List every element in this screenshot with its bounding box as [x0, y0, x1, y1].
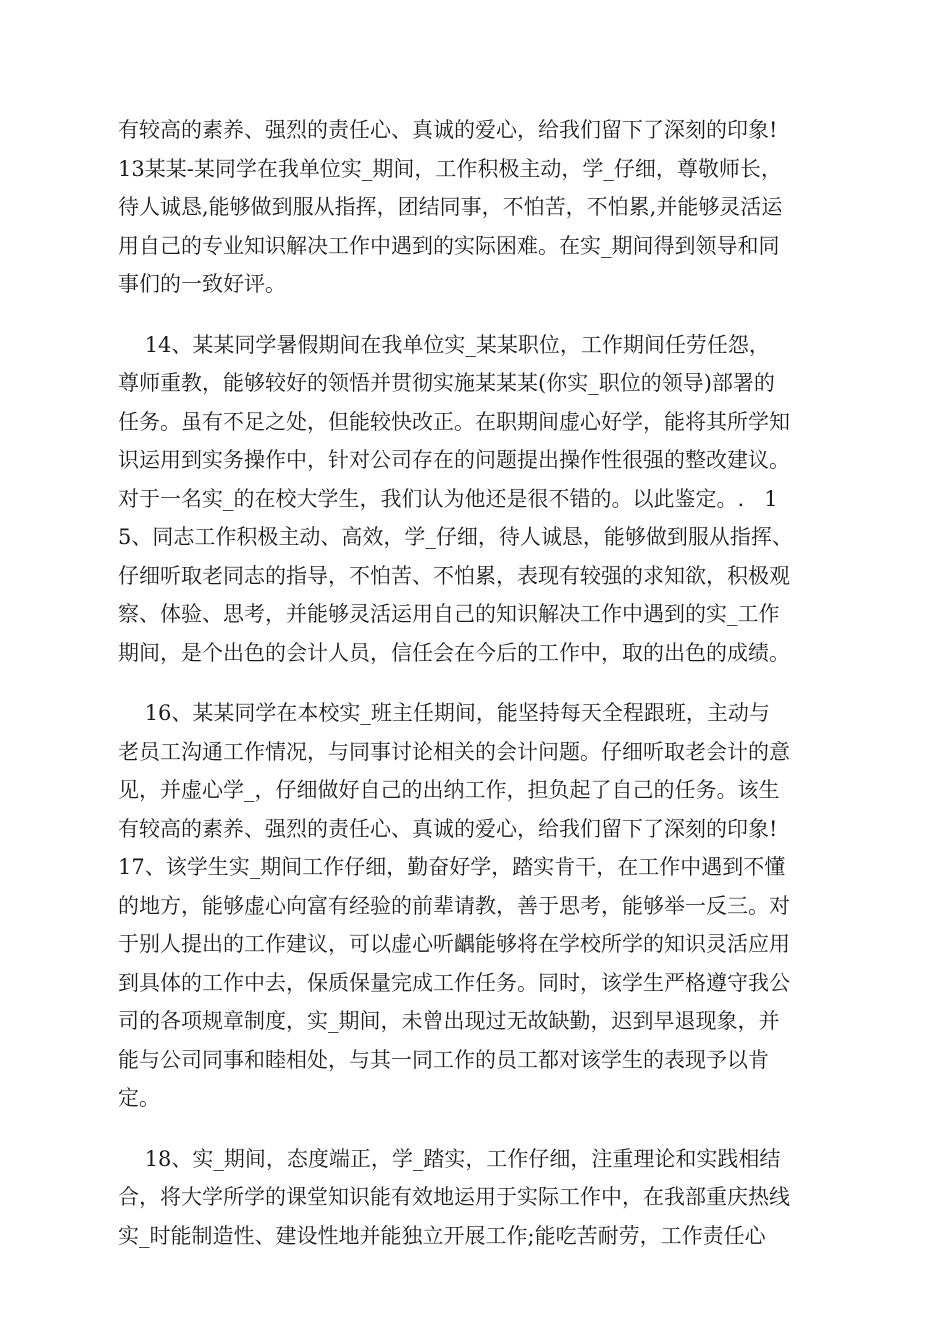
text-line: 定。	[118, 1086, 160, 1110]
paragraph-14-15	[118, 326, 838, 673]
text-line: 18、实_期间，态度端正，学_踏实，工作仔细，注重理论和实践相结	[118, 1146, 781, 1171]
text-line: 的地方，能够虚心向富有经验的前辈请教，善于思考，能够举一反三。对	[118, 893, 790, 918]
paragraph-16-17	[118, 694, 838, 1118]
text-line: 待人诚恳,能够做到服从指挥，团结同事，不怕苦，不怕累,并能够灵活运	[118, 195, 783, 219]
text-line: 能与公司同事和睦相处，与其一同工作的员工都对该学生的表现予以肯	[118, 1047, 769, 1072]
text-line: 实_时能制造性、建设性地并能独立开展工作;能吃苦耐劳，工作责任心	[118, 1223, 766, 1248]
text-line: 事们的一致好评。	[118, 272, 286, 296]
text-line: 期间，是个出色的会计人员，信任会在今后的工作中，取的出色的成绩。	[118, 640, 790, 665]
text-line: 对于一名实_的在校大学生，我们认为他还是很不错的。以此鉴定。. 1	[118, 486, 778, 511]
text-line: 见，并虚心学_，仔细做好自己的出纳工作，担负起了自己的任务。该生	[118, 778, 780, 802]
text-line: 任务。虽有不足之处，但能较快改正。在职期间虚心好学，能将其所学知	[118, 409, 790, 434]
text-line: 有较高的素养、强烈的责任心、真诚的爱心，给我们留下了深刻的印象!	[118, 816, 778, 841]
document-body	[118, 111, 838, 1255]
text-line: 老员工沟通工作情况，与同事讨论相关的会计问题。仔细听取老会计的意	[118, 739, 790, 764]
text-line: 识运用到实务操作中，针对公司存在的问题提出操作性很强的整改建议。	[118, 448, 790, 472]
text-line: 5、同志工作积极主动、高效，学_仔细，待人诚恳，能够做到服从指挥、	[118, 525, 793, 549]
text-line: 17、该学生实_期间工作仔细，勤奋好学，踏实肯干，在工作中遇到不懂	[118, 855, 786, 879]
text-line: 有较高的素养、强烈的责任心、真诚的爱心，给我们留下了深刻的印象!	[118, 118, 778, 142]
text-line: 14、某某同学暑假期间在我单位实_某某职位，工作期间任劳任怨，	[118, 332, 770, 357]
text-line: 13某某-某同学在我单位实_期间，工作积极主动，学_仔细，尊敬师长，	[118, 156, 782, 181]
paragraph-13	[118, 111, 838, 304]
paragraph-18	[118, 1140, 838, 1256]
text-line: 用自己的专业知识解决工作中遇到的实际困难。在实_期间得到领导和同	[118, 233, 780, 258]
text-line: 于别人提出的工作建议，可以虚心听齵能够将在学校所学的知识灵活应用	[118, 932, 790, 956]
text-line: 察、体验、思考，并能够灵活运用自己的知识解决工作中遇到的实_工作	[118, 602, 780, 626]
paragraph-spacer	[118, 672, 838, 694]
text-line: 司的各项规章制度，实_期间，未曾出现过无故缺勤，迟到早退现象，并	[118, 1009, 780, 1033]
text-line: 合，将大学所学的课堂知识能有效地运用于实际工作中，在我部重庆热线	[118, 1185, 790, 1209]
paragraph-spacer	[118, 1118, 838, 1140]
text-line: 尊师重教，能够较好的领悟并贯彻实施某某某(你实_职位的领导)部署的	[118, 371, 775, 395]
text-line: 仔细听取老同志的指导，不怕苦、不怕累，表现有较强的求知欲，积极观	[118, 563, 790, 588]
paragraph-spacer	[118, 304, 838, 326]
text-line: 到具体的工作中去，保质保量完成工作任务。同时，该学生严格遵守我公	[118, 970, 790, 995]
text-line: 16、某某同学在本校实_班主任期间，能坚持每天全程跟班，主动与	[118, 701, 770, 725]
